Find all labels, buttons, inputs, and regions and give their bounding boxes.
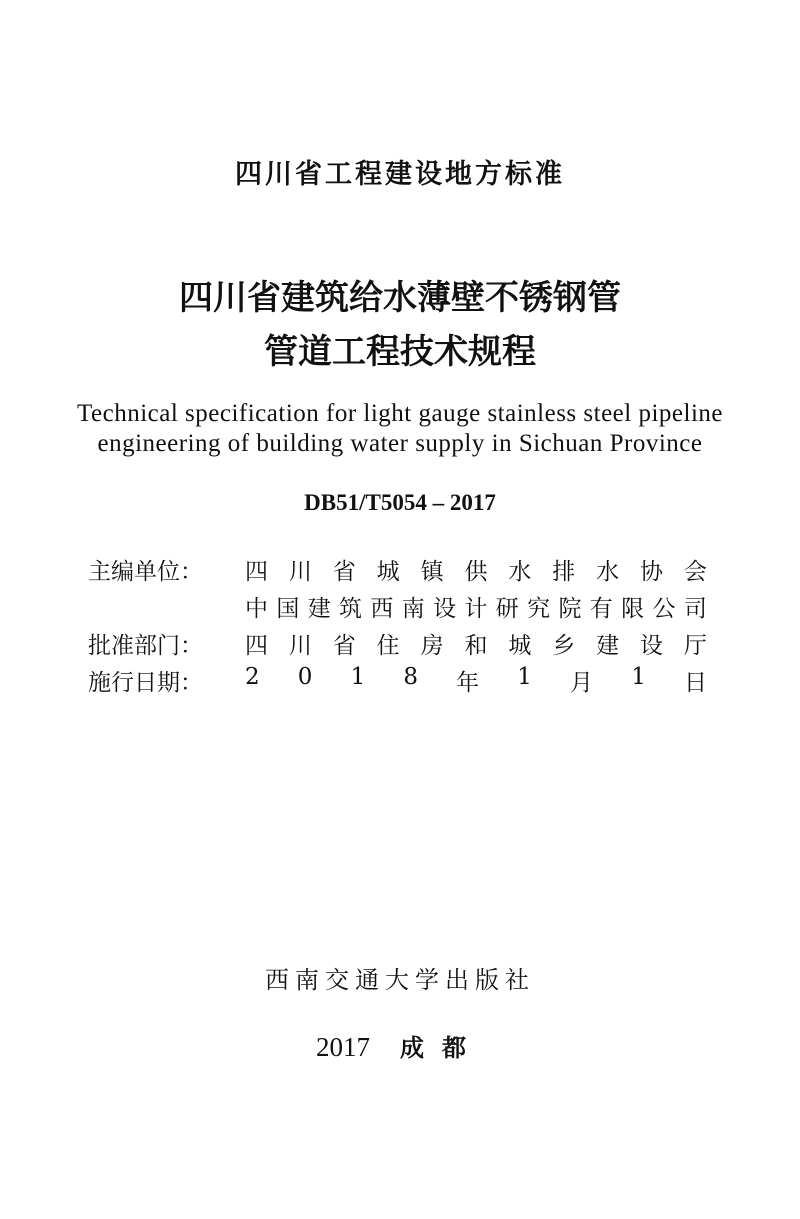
info-char: 设 (433, 596, 457, 622)
info-char: 建 (596, 633, 620, 659)
info-char: 有 (589, 596, 613, 622)
editor-value-1 (245, 553, 707, 586)
title-zh-line-2: 管道工程技术规程 (264, 332, 536, 372)
info-char: 房 (420, 633, 444, 659)
info-char: 厅 (683, 633, 707, 659)
info-char: 限 (621, 596, 645, 622)
info-char: 司 (683, 596, 707, 622)
info-char: 1 (631, 664, 646, 690)
info-char: 南 (401, 596, 425, 622)
info-char: 城 (508, 633, 532, 659)
info-char: 四 (245, 633, 268, 659)
info-char: 四 (245, 559, 268, 585)
info-char: 建 (307, 596, 331, 622)
title-zh-line-1: 四川省建筑给水薄壁不锈钢管 (179, 278, 621, 318)
info-char: 1 (350, 664, 366, 690)
info-char: 协 (640, 559, 664, 585)
info-char: 住 (376, 633, 400, 659)
info-char: 镇 (420, 559, 444, 585)
info-char: 川 (288, 633, 312, 659)
info-char: 公 (652, 596, 676, 622)
info-char: 省 (332, 633, 356, 659)
info-char: 供 (464, 559, 488, 585)
info-char: 会 (683, 559, 707, 585)
imprint-year: 2017 (316, 1032, 370, 1062)
info-char: 川 (288, 559, 312, 585)
info-char: 国 (276, 596, 300, 622)
imprint-city: 成都 (400, 1034, 484, 1062)
info-char: 和 (464, 633, 488, 659)
standard-code: DB51/T5054 – 2017 (304, 490, 496, 515)
info-char: 2 (245, 664, 260, 690)
info-char: 设 (640, 633, 664, 659)
effective-label: 施行日期： (88, 670, 203, 696)
info-char: 院 (558, 596, 582, 622)
editor-label: 主编单位： (88, 559, 203, 585)
info-char: 筑 (339, 596, 363, 622)
editor-value-2 (245, 590, 707, 623)
title-en-line-2: engineering of building water supply in Sichuan Province (97, 430, 703, 457)
info-char: 排 (552, 559, 576, 585)
info-char: 月 (570, 670, 594, 696)
info-char: 水 (596, 559, 620, 585)
info-char: 8 (403, 664, 418, 690)
info-char: 研 (495, 596, 519, 622)
publisher: 西南交通大学出版社 (265, 966, 535, 994)
info-char: 西 (370, 596, 394, 622)
info-char: 乡 (552, 633, 576, 659)
effective-value (245, 664, 707, 697)
approval-label: 批准部门： (88, 633, 203, 659)
info-char: 1 (517, 664, 532, 690)
info-char: 年 (456, 670, 480, 696)
info-char: 省 (332, 559, 356, 585)
series-title: 四川省工程建设地方标准 (235, 159, 565, 190)
info-char: 计 (464, 596, 488, 622)
imprint (0, 1028, 800, 1063)
info-char: 城 (376, 559, 400, 585)
info-char: 0 (297, 664, 313, 690)
info-char: 日 (683, 670, 707, 696)
info-char: 究 (527, 596, 551, 622)
title-en-line-1: Technical specification for light gauge stainless steel pipeline (76, 400, 723, 427)
approval-value (245, 627, 707, 660)
info-char: 水 (508, 559, 532, 585)
info-char: 中 (245, 596, 268, 622)
